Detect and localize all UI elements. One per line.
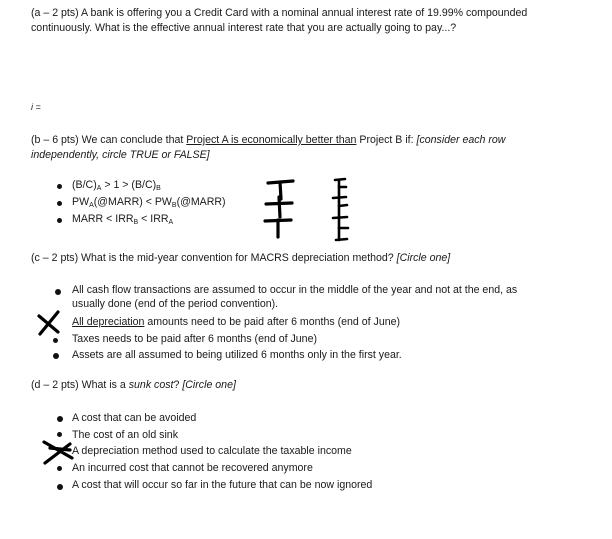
option-d-5[interactable]: A cost that will occur so far in the future that can be now ignored bbox=[72, 479, 373, 491]
question-b-post: Project B if: bbox=[356, 134, 417, 146]
option-c-3[interactable]: Taxes needs to be paid after 6 months (end of June) bbox=[72, 333, 317, 345]
row-2-part-1: PW bbox=[72, 196, 90, 208]
bullet bbox=[57, 432, 62, 437]
question-c-instruction: [Circle one] bbox=[396, 252, 451, 264]
bullet bbox=[53, 338, 58, 343]
row-3-sub-2: A bbox=[168, 219, 174, 226]
option-c-2-underlined: All depreciation bbox=[72, 316, 145, 328]
option-d-3[interactable]: A depreciation method used to calculate the taxable income bbox=[72, 445, 352, 457]
bullet bbox=[57, 466, 62, 471]
question-a-line-1: (a – 2 pts) A bank is offering you a Credit Card with a nominal annual interest rate of 19.99% compounded bbox=[31, 7, 528, 19]
question-b-pre: (b – 6 pts) We can conclude that bbox=[31, 134, 187, 146]
handwritten-f-mark-1 bbox=[335, 179, 346, 197]
row-2-sub-2: B bbox=[171, 202, 177, 209]
row-1-part-1: (B/C) bbox=[72, 179, 97, 191]
handwritten-f-mark-3 bbox=[333, 217, 348, 240]
question-b-line-2: independently, circle TRUE or FALSE] bbox=[31, 149, 210, 161]
question-d-mid: ? bbox=[173, 379, 183, 391]
row-2-part-2: (@MARR) < PW bbox=[93, 196, 172, 208]
option-c-2[interactable] bbox=[72, 315, 400, 329]
cross-mark-icon bbox=[39, 312, 58, 334]
option-c-1-line-1[interactable]: All cash flow transactions are assumed to occur in the middle of the year and not at the end, as bbox=[72, 284, 518, 296]
row-2-part-3: (@MARR) bbox=[176, 196, 226, 208]
row-3-sub-1: B bbox=[133, 219, 139, 226]
handwritten-f-mark-2 bbox=[333, 197, 347, 216]
cross-mark-icon bbox=[44, 442, 72, 463]
row-3-part-2: < IRR bbox=[138, 213, 169, 225]
question-a-line-2: continuously. What is the effective annual interest rate that you are actually going to pay...? bbox=[31, 22, 457, 34]
option-c-4[interactable]: Assets are all assumed to being utilized 6 months only in the first year. bbox=[72, 349, 402, 361]
option-d-1[interactable]: A cost that can be avoided bbox=[72, 412, 197, 424]
question-d bbox=[31, 378, 236, 393]
option-c-2-text: amounts need to be paid after 6 months (end of June) bbox=[144, 316, 401, 328]
row-2-sub-1: A bbox=[89, 202, 94, 209]
bullet bbox=[57, 416, 63, 422]
question-b-instruction: [consider each row bbox=[416, 134, 506, 146]
option-d-2[interactable]: The cost of an old sink bbox=[72, 429, 178, 441]
bullet bbox=[57, 484, 63, 490]
answer-label-i: i = bbox=[31, 102, 41, 112]
bullet bbox=[53, 353, 59, 359]
handwritten-t-mark-3 bbox=[265, 220, 291, 237]
row-1-part-2: > 1 > (B/C) bbox=[101, 179, 157, 191]
question-b-underlined: Project A is economically better than bbox=[186, 134, 357, 146]
bullet bbox=[55, 289, 61, 295]
handwritten-t-mark-2 bbox=[266, 197, 292, 217]
option-d-4[interactable]: An incurred cost that cannot be recovered anymore bbox=[72, 462, 313, 474]
row-1-sub-2: B bbox=[156, 185, 161, 192]
option-c-1-line-2[interactable]: usually done (end of the period convention). bbox=[72, 298, 279, 310]
row-1-sub-1: A bbox=[96, 185, 102, 192]
row-3-part-1: MARR < IRR bbox=[72, 213, 134, 225]
question-d-term: sunk cost bbox=[128, 379, 174, 391]
handwritten-t-mark-1 bbox=[268, 181, 293, 199]
question-c bbox=[31, 251, 450, 266]
question-d-text: (d – 2 pts) What is a bbox=[31, 379, 129, 391]
question-c-text: (c – 2 pts) What is the mid-year convention for MACRS depreciation method? bbox=[31, 252, 397, 264]
question-d-instruction: [Circle one] bbox=[182, 379, 236, 391]
